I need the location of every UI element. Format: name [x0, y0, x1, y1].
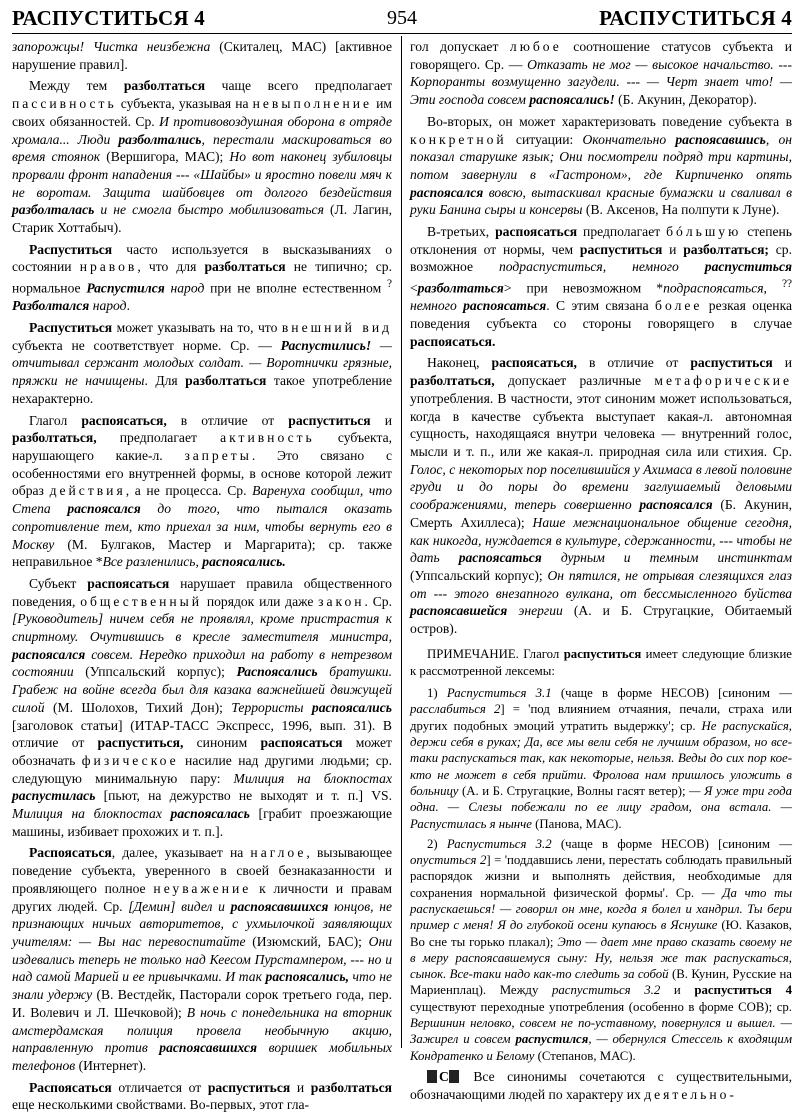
paragraph: В-третьих, распоясаться предполагает бóльшую степень отклонения от нормы, чем распуститься и разболтаться; ср. возможное подраспуститься, немного распуститься <разболтаться> при невозможном *подраспоясаться, ??немного распоясаться. С этим связана более резкая оценка поведения субъекта со стороны говорящего в случае распоясаться.	[410, 224, 793, 349]
paragraph: 2) Распуститься 3.2 (чаще в форме НЕСОВ) [синоним — опуститься 2] = 'поддавшись лени, перестать соблюдать правильный распорядок жизни и выполнять действия, необходимые для сохранения нормальной физической формы'. Ср. — Да что ты распускаешься! — говорил он мне, когда я болел и хандрил. Ты бери пример с меня! Я до глубокой осени купаюсь в Яснушке (Ю. Казаков, Во сне ты горько плакал); Это — дает мне право сказать своему не в меру распоясавшемуся сыну: Ну, нельзя же так распускаться, сынок. Все-таки надо как-то следить за собой (В. Кунин, Русские на Мариенплац). Между распуститься 3.2 и распуститься 4 существуют переходные употребления (особенно в форме СОВ); ср. Вершинин неловко, совсем не по-уставному, повернулся и вышел. — Зажирел и совсем распустился, — обернулся Стессель к входящим Кондратенко и Белому (Степанов, МАС).	[410, 836, 793, 1063]
paragraph: Распуститься часто используется в высказываниях о состоянии нравов, что для разболтаться не типично; ср. нормальное Распустился народ при не вполне естественном ?Разболтался народ.	[12, 241, 392, 314]
paragraph: С Все синонимы сочетаются с существительными, обозначающими людей по характеру их деятельно-	[410, 1068, 792, 1102]
running-head-left: РАСПУСТИТЬСЯ 4	[12, 6, 205, 30]
left-column	[12, 38, 393, 1113]
right-column	[410, 38, 793, 1102]
paragraph: ПРИМЕЧАНИЕ. Глагол распуститься имеет следующие близкие к рассмотренной лексемы:	[410, 646, 792, 679]
running-head-right: РАСПУСТИТЬСЯ 4	[599, 6, 792, 30]
page-number: 954	[387, 7, 417, 29]
black-square-icon	[449, 1070, 459, 1083]
paragraph: Субъект распоясаться нарушает правила общественного поведения, общественный порядок или даже закон. Ср. [Руководитель] ничем себя не проявлял, кроме пристрастия к спиртному. Очутившись в кресле заместителя министра, распоясался совсем. Нередко приходил на работу в нетрезвом состоянии (Уппсальский корпус); Распоясались братушки. Грабеж на войне всегда был для казака важнейшей движущей силой (М. Шолохов, Тихий Дон); Террористы распоясались [заголовок статьи] (ИТАР-ТАСС Экспресс, 1996, вып. 31). В отличие от распуститься, синоним распоясаться может обозначать физическое насилие над другими людьми; ср. следующую минимальную пару: Милиция на блокпостах распустилась [пьют, на дежурство не выходят и т. п.] VS. Милиция на блокпостах распоясалась [грабит проезжающие машины, избивает прохожих и т. п.].	[12, 575, 393, 839]
header-rule	[12, 33, 792, 34]
paragraph: Глагол распоясаться, в отличие от распуститься и разболтаться, предполагает активность субъекта, нарушающего какие-л. запреты. Это связано с особенностями его внутренней формы, в основе которой лежит образ действия, а не процесса. Ср. Варенуха сообщил, что Степа распоясался до того, что пытался оказать сопротивление тем, кто приехал за ним, чтобы вернуть его в Москву (М. Булгаков, Мастер и Маргарита); ср. также неправильное *Все разленились, распоясались.	[12, 412, 393, 570]
column-divider	[401, 36, 402, 1048]
paragraph: Распоясаться отличается от распуститься и разболтаться еще несколькими свойствами. Во-первых, этот гла-	[12, 1079, 392, 1113]
paragraph: Распоясаться, далее, указывает на наглое, вызывающее поведение субъекта, уверенного в своей безнаказанности и проявляющего полное неуважение к личности и правам других людей. Ср. [Демин] видел и распоясавшихся юнцов, не признающих ничьих авторитетов, с ухмылочкой заявляющих учителям: — Вы нас перевоспитайте (Изюмский, БАС); Они издевались теперь не только над Кеесом Пурстампером, --- но и над самой Марией и ее привычками. И так распоясались, что не знали удержу (В. Вестдейк, Пасторали сорок третьего года, пер. И. Волевич и Л. Шечковой); В ночь с понедельника на вторник амстердамская полиция провела необычную акцию, направленную против распоясавшихся воришек мобильных телефонов (Интернет).	[12, 845, 392, 1073]
black-square-icon	[427, 1070, 437, 1083]
paragraph: Наконец, распоясаться, в отличие от распуститься и разболтаться, допускает различные метафорические употребления. В частности, этот синоним может использоваться, когда в качестве субъекта выступает какая-л. автономная сущность, находящаяся внутри человека — внутренний голос, мысли и т. п., или же какая-л. природная сила или стихия. Ср. Голос, с некоторых пор поселившийся у Ахимаса в левой половине груди и до поры до времени заглушаемый деловыми соображениями, теперь совершенно распоясался (Б. Акунин, Смерть Ахиллеса); Наше межнациональное общение сегодня, как никогда, нуждается в культуре, сдержанности, --- чтобы не дать распоясаться дурным и темным инстинктам (Уппсальский корпус); Он пятился, не отрывая слезящихся глаз от --- этого внезапного вулкана, от бессмысленного буйства распоясавшейся энергии (А. и Б. Стругацкие, Обитаемый остров).	[410, 355, 793, 637]
paragraph: Во-вторых, он может характеризовать поведение субъекта в конкретной ситуации: Окончательно распоясавшись, он показал старушке язык; Они посмотрели подряд три картины, потом завернули в «Гастроном», где Кирпиченко опять распоясался вовсю, вытаскивал красные бумажки и сваливал в руки Банина сыры и консервы (В. Аксенов, На полпути к Луне).	[410, 113, 793, 218]
paragraph: запорожцы! Чистка неизбежна (Скиталец, МАС) [активное нарушение правил].	[12, 39, 392, 72]
paragraph: Между тем разболтаться чаще всего предполагает пассивность субъекта, указывая на невыполнение им своих обязанностей. Ср. И противовоздушная оборона в отряде хромала... Люди разболтались, перестали маскироваться во время стоянок (Вершигора, МАС); Но вот наконец зубиловцы прорвали фронт нападения --- «Шайбы» и яростно повели мяч к не воротам. Защита шайбовцев от долгого бездействия разболталась и не смогла быстро мобилизоваться (Л. Лагин, Старик Хоттабыч).	[12, 78, 393, 236]
paragraph: 1) Распуститься 3.1 (чаще в форме НЕСОВ) [синоним — расслабиться 2] = 'под влиянием отчаяния, печали, страха или других подобных эмоций утратить выдержку'; ср. Не распускайся, держи себя в руках; Да, все мы вели себя не лучшим образом, но все-таки распускаться так, как некоторые, нельзя. Веды до сих пор кое-кто не может в себя прийти. Фролова нам пришлось уложить в больницу (А. и Б. Стругацкие, Волны гасят ветер); — Я уже три года одна. — Слезы побежали по ее лицу градом, она встала. — Распустилась я нынче (Панова, МАС).	[410, 686, 793, 831]
paragraph: Распуститься может указывать на то, что внешний вид субъекта не соответствует норме. Ср. — Распустились! — отчитывал сержант молодых солдат. — Воротнички грязные, пряжки не начищены. Для разболтаться такое употребление нехарактерно.	[12, 320, 393, 406]
page-header	[12, 6, 792, 32]
paragraph: гол допускает любое соотношение статусов субъекта и говорящего. Ср. — Отказать не мог — высокое начальство. --- Корпоранты возмущенно загудели. --- — Черт знает что! — Эти господа совсем распоясались! (Б. Акунин, Декоратор).	[410, 39, 792, 108]
